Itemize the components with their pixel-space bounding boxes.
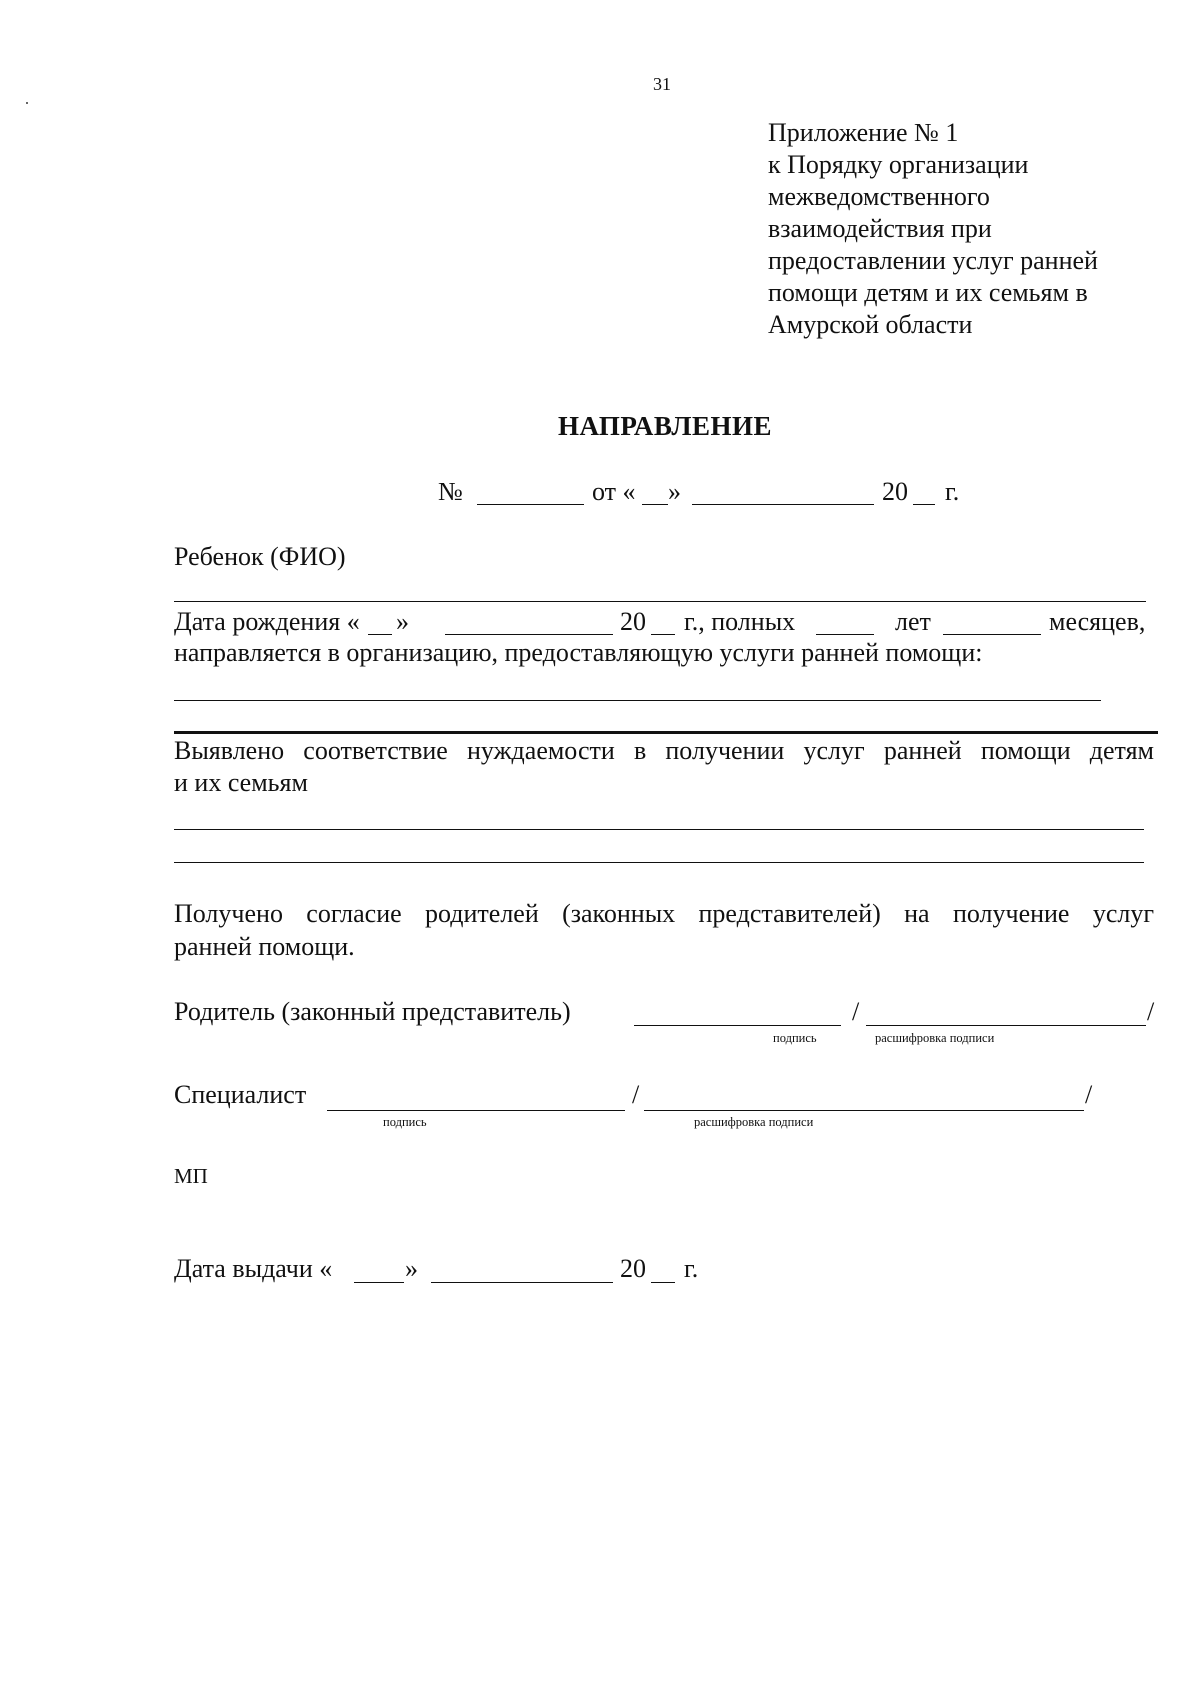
document-title: НАПРАВЛЕНИЕ xyxy=(558,411,772,441)
stamp-label: МП xyxy=(174,1164,208,1188)
birth-label: Дата рождения « xyxy=(174,607,360,636)
specialist-signature-caption: подпись xyxy=(383,1115,427,1129)
organization-line-2 xyxy=(174,731,1158,734)
issue-day-line xyxy=(354,1282,404,1283)
appendix-line: взаимодействия при xyxy=(768,214,992,243)
need-line-1 xyxy=(174,829,1144,830)
month-field-line xyxy=(692,504,874,505)
specialist-decoding-caption: расшифровка подписи xyxy=(694,1115,814,1129)
need-text-line-2: и их семьям xyxy=(174,768,308,797)
parent-slash-1: / xyxy=(852,997,860,1026)
issue-month-line xyxy=(431,1282,613,1283)
need-line-2 xyxy=(174,862,1144,863)
specialist-slash-2: / xyxy=(1085,1080,1093,1109)
parent-slash-2: / xyxy=(1147,997,1155,1026)
birth-year-prefix: 20 xyxy=(620,607,646,636)
appendix-line: предоставлении услуг ранней xyxy=(768,246,1098,275)
from-label: от « xyxy=(592,477,636,506)
issue-date-label: Дата выдачи « xyxy=(174,1254,333,1283)
issue-quote-close: » xyxy=(405,1254,418,1283)
consent-text-line-1: Получено согласие родителей (законных представителей) на получение услуг xyxy=(174,899,1154,928)
number-field-line xyxy=(477,504,584,505)
page-number: 31 xyxy=(653,74,671,94)
specialist-slash-1: / xyxy=(632,1080,640,1109)
year-prefix: 20 xyxy=(882,477,908,506)
appendix-line: межведомственного xyxy=(768,182,990,211)
organization-line-1 xyxy=(174,700,1101,701)
birth-year-line xyxy=(651,634,675,635)
day-field-line xyxy=(642,504,668,505)
years-label: лет xyxy=(895,607,931,636)
appendix-line: Амурской области xyxy=(768,310,973,339)
appendix-block xyxy=(768,117,1148,341)
specialist-signature-line xyxy=(327,1110,625,1111)
issue-year-suffix: г. xyxy=(684,1254,699,1283)
need-text-line-1: Выявлено соответствие нуждаемости в получении услуг ранней помощи детям xyxy=(174,736,1154,765)
birth-quote-close: » xyxy=(396,607,409,636)
parent-signature-line xyxy=(634,1025,841,1026)
child-label: Ребенок (ФИО) xyxy=(174,542,346,571)
issue-year-line xyxy=(651,1282,675,1283)
specialist-label: Специалист xyxy=(174,1080,307,1109)
months-label: месяцев, xyxy=(1049,607,1146,636)
parent-label: Родитель (законный представитель) xyxy=(174,997,571,1026)
birth-month-line xyxy=(445,634,613,635)
appendix-line: Приложение № 1 xyxy=(768,118,959,147)
parent-signature-caption: подпись xyxy=(773,1031,817,1045)
referral-text: направляется в организацию, предоставляющую услуги ранней помощи: xyxy=(174,638,983,667)
number-sign: № xyxy=(438,477,463,506)
full-label: г., полных xyxy=(684,607,796,636)
months-field-line xyxy=(943,634,1041,635)
year-field-line xyxy=(913,504,935,505)
year-suffix: г. xyxy=(945,477,960,506)
appendix-line: помощи детям и их семьям в xyxy=(768,278,1088,307)
birth-day-line xyxy=(368,634,392,635)
consent-text-line-2: ранней помощи. xyxy=(174,932,355,961)
parent-decoding-caption: расшифровка подписи xyxy=(875,1031,995,1045)
years-field-line xyxy=(816,634,874,635)
parent-decoding-line xyxy=(866,1025,1146,1026)
specialist-decoding-line xyxy=(644,1110,1084,1111)
issue-year-prefix: 20 xyxy=(620,1254,646,1283)
appendix-line: к Порядку организации xyxy=(768,150,1029,179)
quote-close: » xyxy=(668,477,681,506)
child-name-line xyxy=(174,601,1146,602)
scan-speck xyxy=(26,102,28,104)
